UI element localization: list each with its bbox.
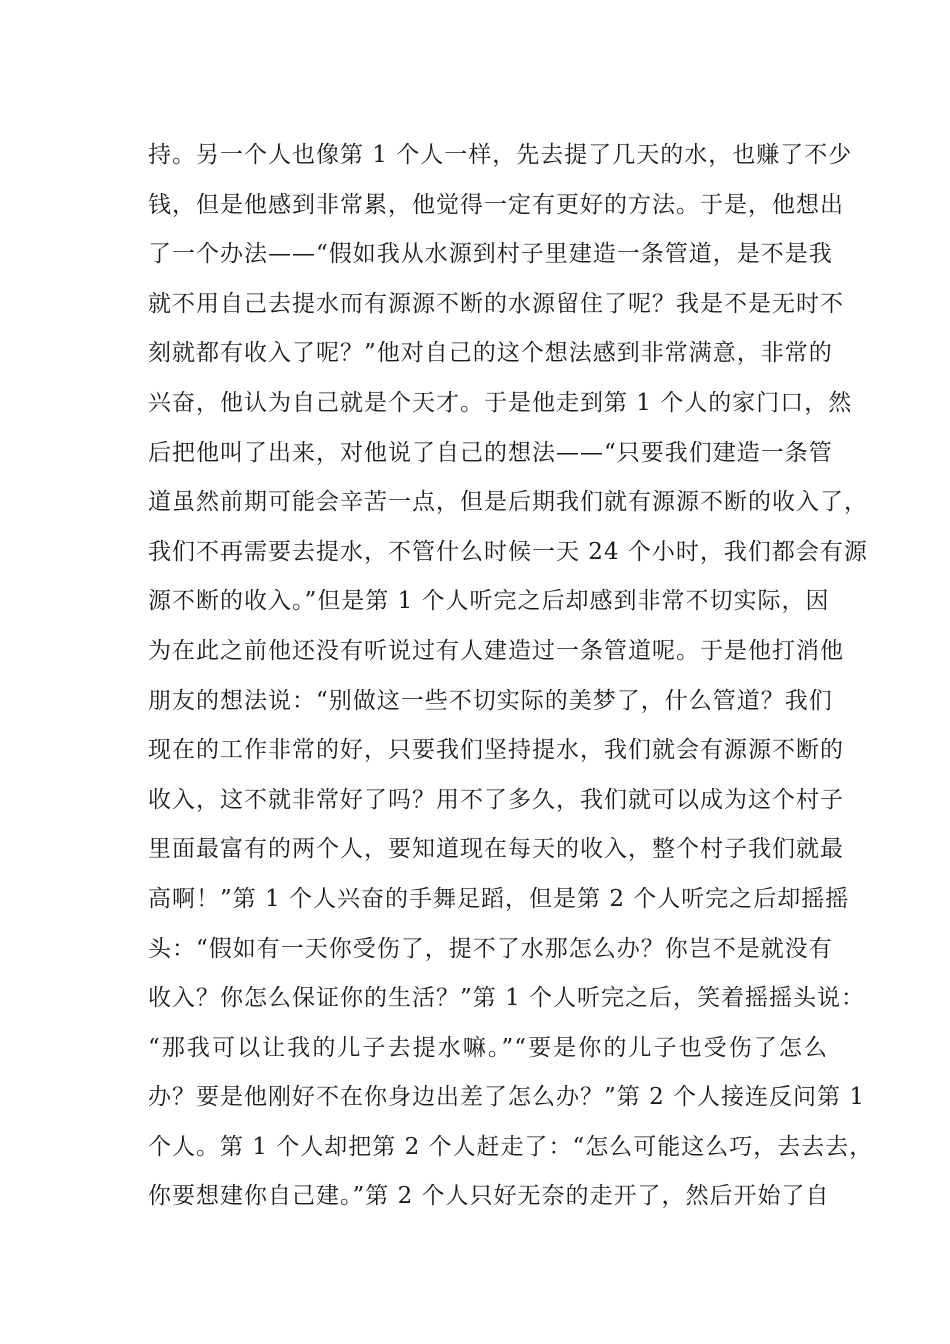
text-line: 刻就都有收入了呢？”他对自己的这个想法感到非常满意，非常的: [148, 340, 833, 367]
body-text: [148, 131, 874, 1222]
text-line: 道虽然前期可能会辛苦一点，但是后期我们就有源源不断的收入了，: [148, 489, 868, 516]
text-line: 现在的工作非常的好，只要我们坚持提水，我们就会有源源不断的: [148, 737, 844, 764]
text-line: “那我可以让我的儿子去提水嘛。”“要是你的儿子也受伤了怎么: [148, 1034, 828, 1061]
text-line: 我们不再需要去提水，不管什么时候一天 24 个小时，我们都会有源: [148, 538, 868, 565]
text-line: 头：“假如有一天你受伤了，提不了水那怎么办？你岂不是就没有: [148, 935, 833, 962]
text-line: 办？要是他刚好不在你身边出差了怎么办？”第 2 个人接连反问第 1: [148, 1084, 865, 1111]
text-line: 兴奋，他认为自己就是个天才。于是他走到第 1 个人的家门口，然: [148, 389, 853, 416]
text-line: 朋友的想法说：“别做这一些不切实际的美梦了，什么管道？我们: [148, 687, 833, 714]
text-line: 里面最富有的两个人，要知道现在每天的收入，整个村子我们就最: [148, 836, 844, 863]
text-line: 高啊！”第 1 个人兴奋的手舞足蹈，但是第 2 个人听完之后却摇摇: [148, 885, 850, 912]
text-line: 个人。第 1 个人却把第 2 个人赶走了：“怎么可能这么巧，去去去，: [148, 1133, 874, 1160]
text-line: 了一个办法——“假如我从水源到村子里建造一条管道，是不是我: [148, 241, 833, 268]
text-line: 后把他叫了出来，对他说了自己的想法——“只要我们建造一条管: [148, 439, 833, 466]
text-line: 收入？你怎么保证你的生活？”第 1 个人听完之后，笑着摇摇头说：: [148, 985, 866, 1012]
text-line: 收入，这不就非常好了吗？用不了多久，我们就可以成为这个村子: [148, 786, 844, 813]
text-line: 钱，但是他感到非常累，他觉得一定有更好的方法。于是，他想出: [148, 191, 844, 218]
text-line: 就不用自己去提水而有源源不断的水源留住了呢？我是不是无时不: [148, 290, 844, 317]
text-line: 为在此之前他还没有听说过有人建造过一条管道呢。于是他打消他: [148, 637, 844, 664]
text-line: 持。另一个人也像第 1 个人一样，先去提了几天的水，也赚了不少: [148, 142, 853, 168]
text-line: 源不断的收入。”但是第 1 个人听完之后却感到非常不切实际，因: [148, 588, 830, 615]
text-line: 你要想建你自己建。”第 2 个人只好无奈的走开了，然后开始了自: [148, 1183, 830, 1210]
